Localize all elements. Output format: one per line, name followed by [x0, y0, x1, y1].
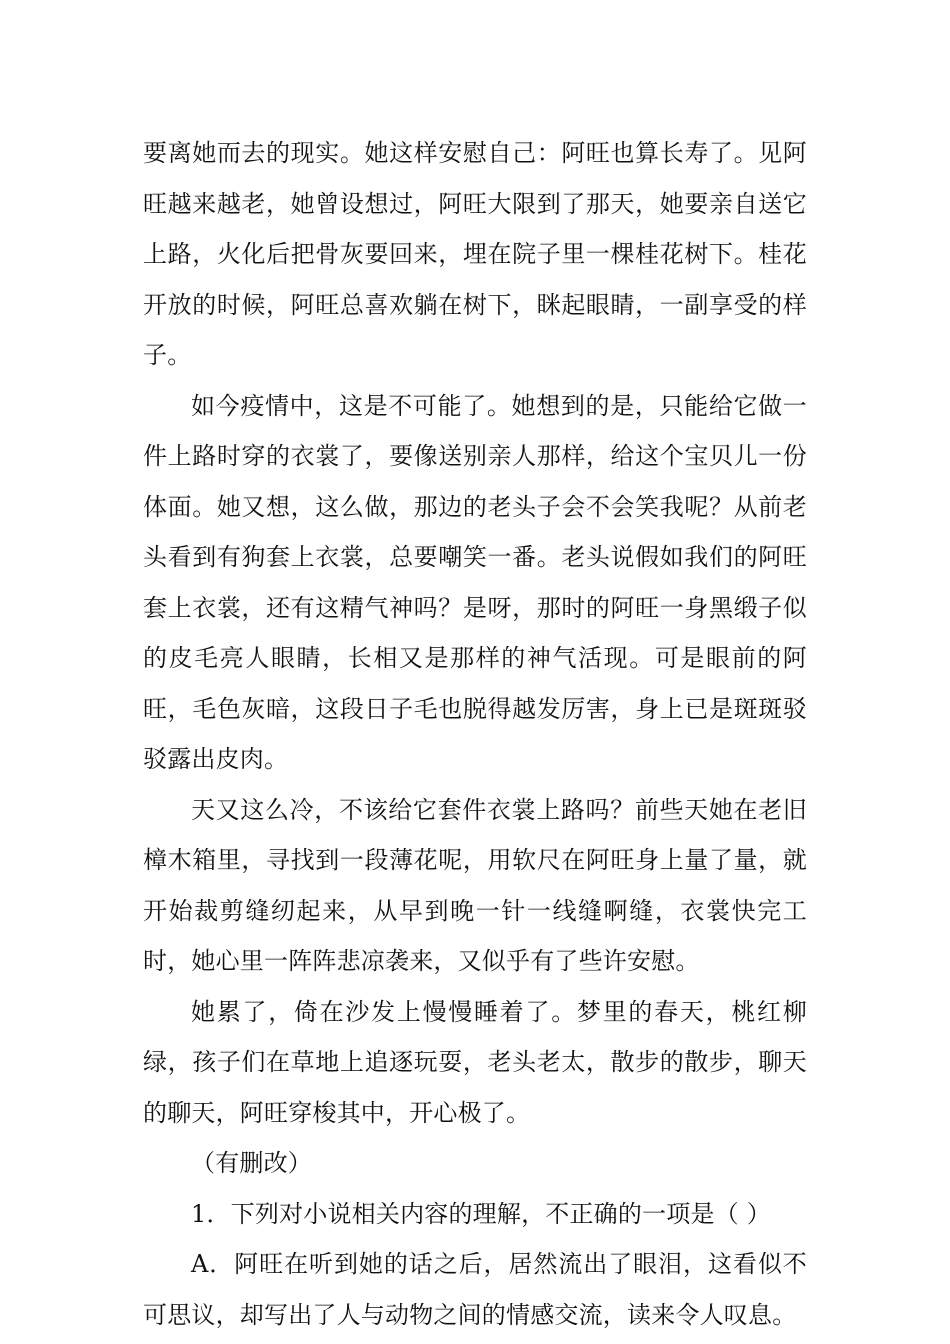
paragraph-2: 如今疫情中，这是不可能了。她想到的是，只能给它做一件上路时穿的衣裳了，要像送别亲人那样，给这个宝贝儿一份体面。她又想，这么做，那边的老头子会不会笑我呢？从前老头看到有狗套上衣裳，总要嘲笑一番。老头说假如我们的阿旺套上衣裳，还有这精气神吗？是呀，那时的阿旺一身黑缎子似的皮毛亮人眼睛，长相又是那样的神气活现。可是眼前的阿旺，毛色灰暗，这段日子毛也脱得越发厉害，身上已是斑斑驳驳露出皮肉。 [143, 391, 807, 773]
paragraph-3: 天又这么冷，不该给它套件衣裳上路吗？前些天她在老旧樟木箱里，寻找到一段薄花呢，用软尺在阿旺身上量了量，就开始裁剪缝纫起来，从早到晚一针一线缝啊缝，衣裳快完工时，她心里一阵阵悲凉袭来，又似乎有了些许安慰。 [143, 795, 807, 975]
source-note: （有删改） [191, 1149, 312, 1177]
option-a: A．阿旺在听到她的话之后，居然流出了眼泪，这看似不可思议，却写出了人与动物之间的情感交流，读来令人叹息。 [143, 1250, 807, 1329]
paragraph-1: 要离她而去的现实。她这样安慰自己：阿旺也算长寿了。见阿旺越来越老，她曾设想过，阿旺大限到了那天，她要亲自送它上路，火化后把骨灰要回来，埋在院子里一棵桂花树下。桂花开放的时候，阿旺总喜欢躺在树下，眯起眼睛，一副享受的样子。 [143, 139, 807, 369]
paragraph-4: 她累了，倚在沙发上慢慢睡着了。梦里的春天，桃红柳绿，孩子们在草地上追逐玩耍，老头老太，散步的散步，聊天的聊天，阿旺穿梭其中，开心极了。 [143, 997, 807, 1127]
document-page [143, 128, 807, 1340]
question-1: 1．下列对小说相关内容的理解，不正确的一项是（ ） [191, 1199, 771, 1228]
